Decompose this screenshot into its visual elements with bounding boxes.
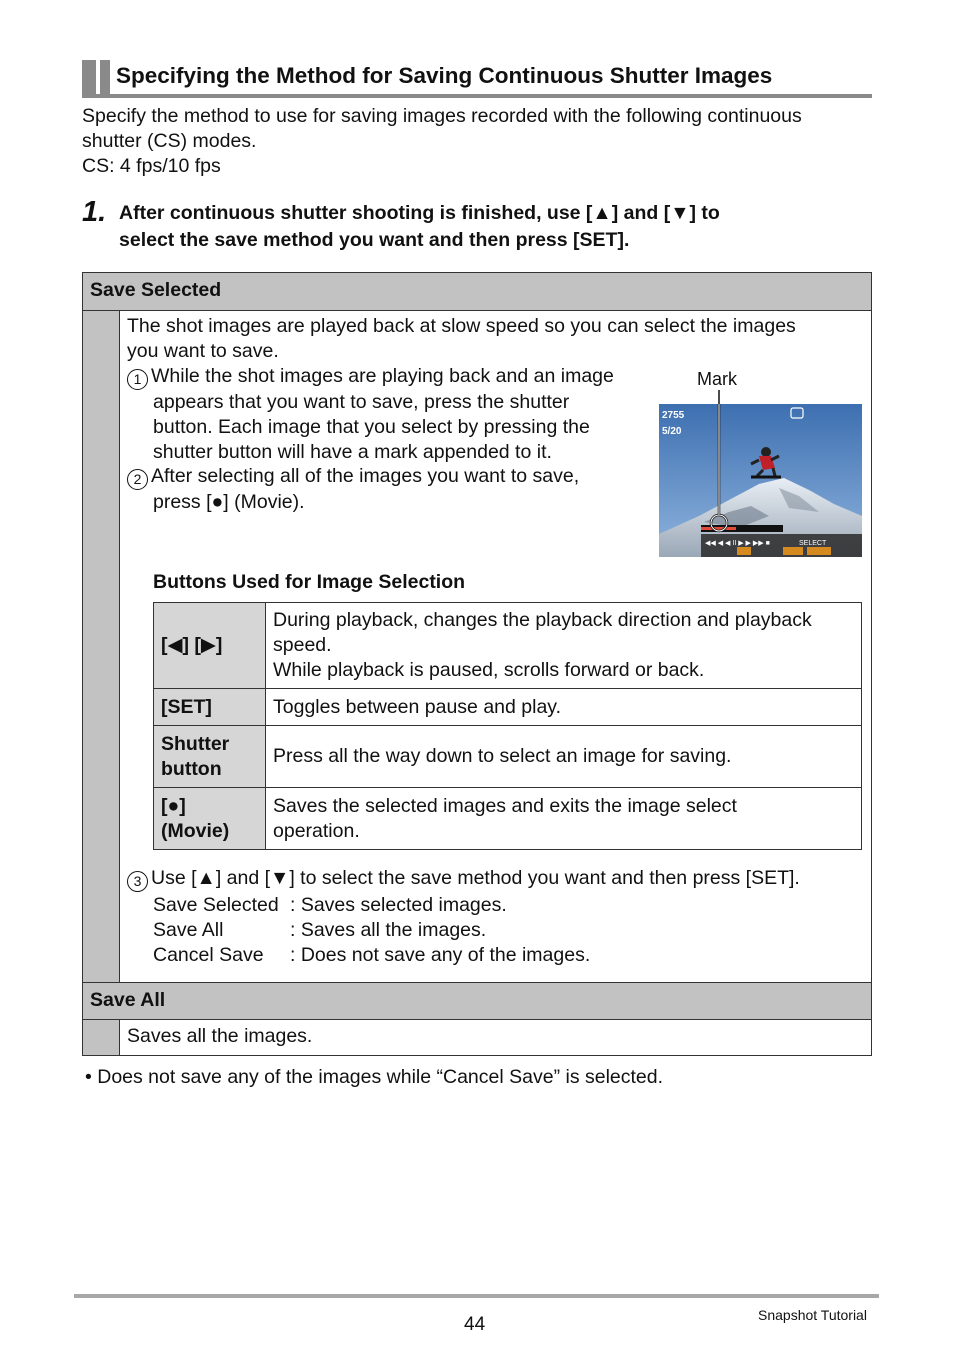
svg-text:2755: 2755 [662, 410, 685, 421]
gutter [83, 1020, 120, 1055]
heading-bar-decoration [82, 60, 96, 94]
table-row [154, 689, 862, 726]
option-name: Save All [153, 919, 224, 941]
option-description: : Does not save any of the images. [290, 944, 591, 966]
buttons-table-title: Buttons Used for Image Selection [153, 571, 466, 593]
table-row [154, 726, 862, 788]
instruction-item-3: 3 Use [▲] and [▼] to select the save method you want and then press [SET]. [127, 866, 800, 892]
circled-number-1: 1 [127, 369, 148, 390]
option-name: Save Selected [153, 894, 279, 916]
heading-underline [82, 94, 872, 98]
buttons-table [153, 602, 862, 850]
intro-paragraph: Specify the method to use for saving images recorded with the following continuous shutter (CS) modes. CS: 4 fps/10 fps [82, 104, 872, 179]
step-instruction: After continuous shutter shooting is finished, use [▲] and [▼] to select the save method you want and then press [SET]. [119, 202, 720, 251]
mark-callout-label: Mark [697, 369, 737, 389]
svg-text:SELECT: SELECT [799, 540, 827, 547]
option-description: : Saves selected images. [290, 894, 507, 916]
svg-text:◀◀ ◀ ◀ II ▶ ▶ ▶▶ ■: ◀◀ ◀ ◀ II ▶ ▶ ▶▶ ■ [705, 540, 770, 547]
option-name: Cancel Save [153, 944, 264, 966]
option-description: : Saves all the images. [290, 919, 487, 941]
footer-rule [74, 1294, 879, 1298]
button-key-shutter: Shutter button [154, 726, 266, 788]
button-description: During playback, changes the playback direction and playback speed. While playback is paused, scrolls forward or back. [266, 603, 862, 689]
heading-bar-decoration [100, 60, 110, 94]
button-description: Saves the selected images and exits the image select operation. [266, 788, 862, 850]
save-selected-header: Save Selected [83, 273, 871, 311]
footnote: • Does not save any of the images while “Cancel Save” is selected. [85, 1066, 664, 1088]
circled-number-2: 2 [127, 469, 148, 490]
button-description: Toggles between pause and play. [266, 689, 862, 726]
button-key-set: [SET] [154, 689, 266, 726]
save-selected-description: The shot images are played back at slow speed so you can select the images you want to save. [127, 315, 796, 362]
svg-text:5/20: 5/20 [662, 426, 682, 437]
save-all-description: Saves all the images. [127, 1025, 313, 1047]
page-number: 44 [464, 1314, 486, 1335]
cs-modes: CS: 4 fps/10 fps [82, 155, 221, 177]
step-number: 1. [82, 196, 107, 228]
page-title: Specifying the Method for Saving Continuous Shutter Images [116, 63, 773, 88]
circled-number-3: 3 [127, 871, 148, 892]
gutter [83, 311, 120, 982]
table-row [154, 788, 862, 850]
footer-section-label: Snapshot Tutorial [758, 1307, 867, 1323]
button-key-movie: [●] (Movie) [154, 788, 266, 850]
instruction-item-1: 1 While the shot images are playing back and an image appears that you want to save, press the shutter button. Each image that you select by pressing the shutter button will have a mark appended to it. [127, 364, 614, 465]
section-heading [82, 60, 872, 98]
instruction-item-2: 2 After selecting all of the images you want to save, press [●] (Movie). [127, 464, 579, 515]
table-row [154, 603, 862, 689]
save-all-header: Save All [83, 982, 871, 1020]
button-key-left-right: [◀] [▶] [154, 603, 266, 689]
playback-screen-image [659, 404, 862, 557]
button-description: Press all the way down to select an image for saving. [266, 726, 862, 788]
